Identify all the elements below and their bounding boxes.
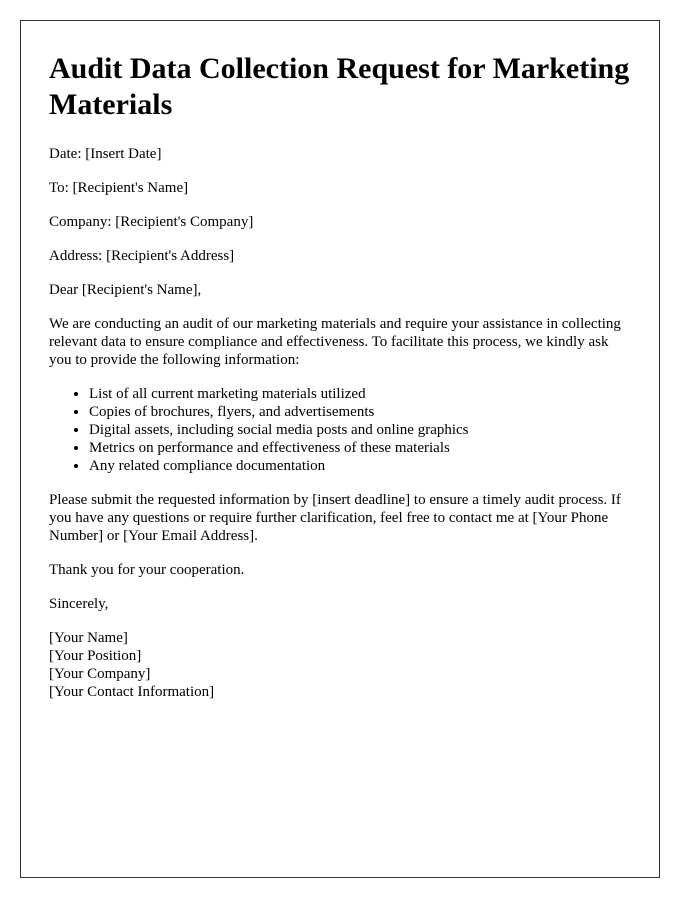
- address-line: Address: [Recipient's Address]: [49, 248, 235, 264]
- letter-title: Audit Data Collection Request for Marketing Materials: [49, 52, 630, 121]
- list-item: • Metrics on performance and effectiveness of these materials: [89, 439, 631, 457]
- list-item: • List of all current marketing materials utilized: [89, 385, 631, 403]
- signature-block: [49, 629, 631, 701]
- company-line: Company: [Recipient's Company]: [49, 214, 254, 230]
- date-line: Date: [Insert Date]: [49, 146, 162, 162]
- signature-company: [Your Company]: [49, 666, 151, 682]
- closing-line: Sincerely,: [49, 596, 109, 612]
- list-item: • Any related compliance documentation: [89, 457, 631, 475]
- letter-page: [20, 20, 660, 878]
- submission-paragraph: Please submit the requested information by [insert deadline] to ensure a timely audit process. If you have any questions or require further clarification, feel free to contact me at [Your Phone Number] or [Your Email Address].: [49, 492, 621, 544]
- list-item: • Copies of brochures, flyers, and advertisements: [89, 403, 631, 421]
- thanks-line: Thank you for your cooperation.: [49, 562, 245, 578]
- intro-paragraph: We are conducting an audit of our marketing materials and require your assistance in collecting relevant data to ensure compliance and effectiveness. To facilitate this process, we kindly ask you to provide the following information:: [49, 316, 621, 368]
- signature-position: [Your Position]: [49, 648, 142, 664]
- signature-name: [Your Name]: [49, 630, 128, 646]
- salutation: Dear [Recipient's Name],: [49, 282, 202, 298]
- signature-contact: [Your Contact Information]: [49, 684, 215, 700]
- request-list: [49, 385, 631, 475]
- list-item: • Digital assets, including social media posts and online graphics: [89, 421, 631, 439]
- recipient-line: To: [Recipient's Name]: [49, 180, 189, 196]
